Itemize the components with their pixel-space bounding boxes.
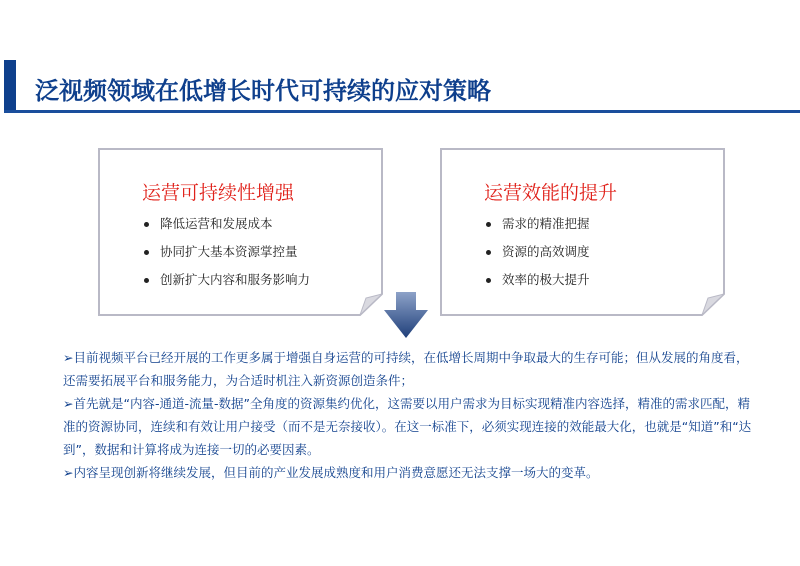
header [0, 60, 800, 120]
list-item: 资源的高效调度 [486, 238, 590, 266]
body-text [63, 346, 753, 484]
card-title: 运营可持续性增强 [142, 182, 295, 204]
card-list [144, 210, 310, 294]
paragraph: ➢内容呈现创新将继续发展，但目前的产业发展成熟度和用户消费意愿还无法支撑一场大的变革。 [63, 465, 599, 480]
list-item: 创新扩大内容和服务影响力 [144, 266, 310, 294]
bullet-arrow-icon: ➢ [63, 465, 74, 480]
paragraph: ➢目前视频平台已经开展的工作更多属于增强自身运营的可持续，在低增长周期中争取最大的生存可能；但从发展的角度看，还需要拓展平台和服务能力，为合适时机注入新资源创造条件； [63, 350, 749, 388]
card-sustainability [98, 148, 383, 316]
card-efficiency [440, 148, 725, 316]
list-item: 需求的精准把握 [486, 210, 590, 238]
title-accent-bar [4, 60, 16, 110]
bullet-arrow-icon: ➢ [63, 396, 74, 411]
title-underline [4, 110, 800, 113]
list-item: 协同扩大基本资源掌控量 [144, 238, 310, 266]
page-title: 泛视频领域在低增长时代可持续的应对策略 [35, 77, 491, 105]
card-title: 运营效能的提升 [484, 182, 618, 204]
card-list [486, 210, 590, 294]
bullet-arrow-icon: ➢ [63, 350, 74, 365]
down-arrow-icon [384, 292, 428, 338]
list-item: 降低运营和发展成本 [144, 210, 310, 238]
paragraph: ➢首先就是“内容-通道-流量-数据”全角度的资源集约优化，这需要以用户需求为目标实现精准内容选择，精准的需求匹配，精准的资源协同，连续和有效让用户接受（而不是无奈接收）。在这一标准下，必须实现连接的效能最大化，也就是“知道”和“达到”，数据和计算将成为连接一切的必要因素。 [63, 396, 752, 457]
list-item: 效率的极大提升 [486, 266, 590, 294]
